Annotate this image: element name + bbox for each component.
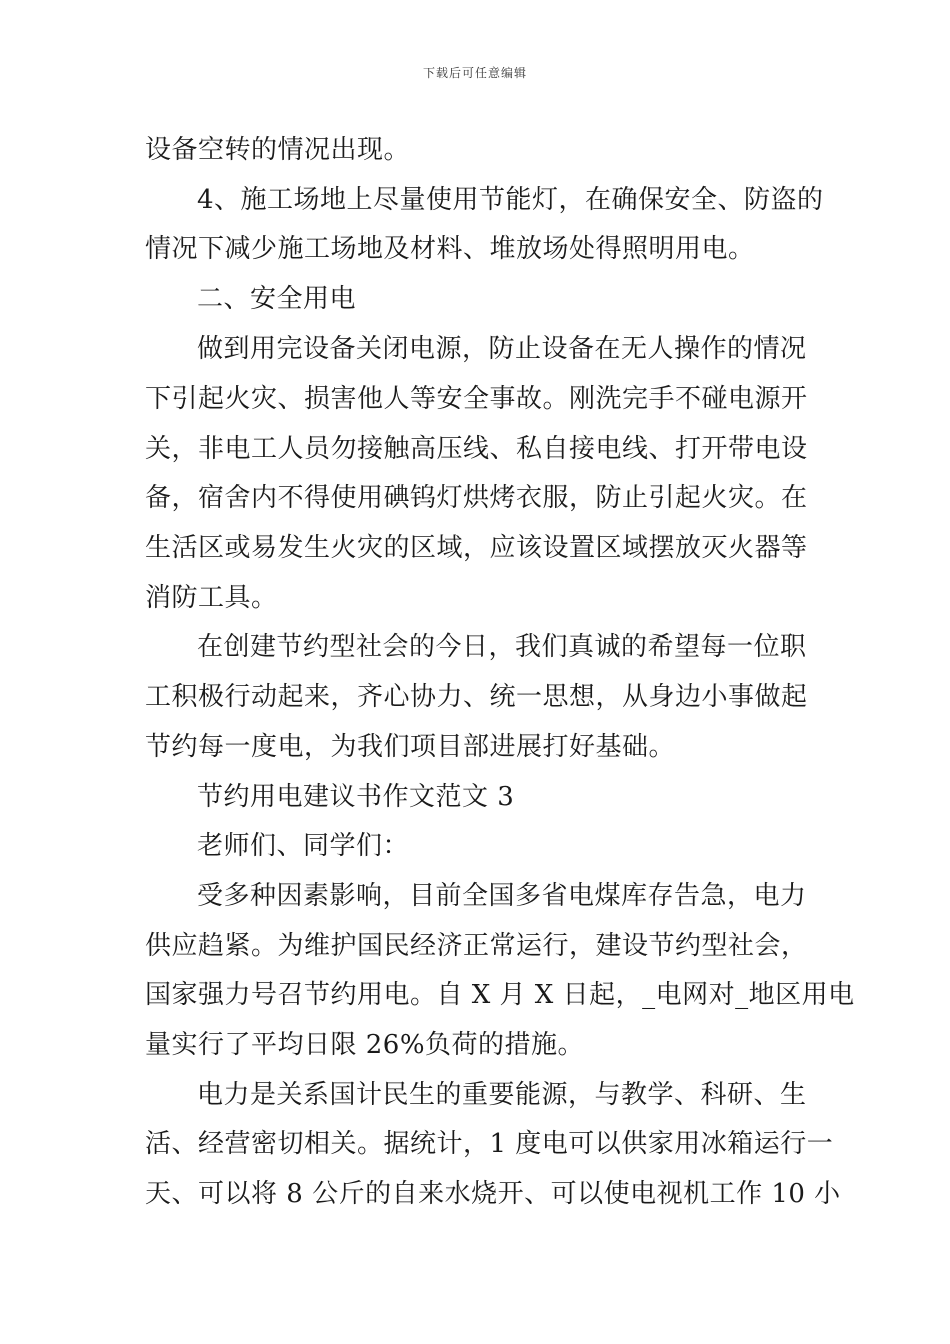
text-line: 消防工具。 (145, 583, 278, 613)
article-title: 节约用电建议书作文范文 3 (197, 782, 515, 812)
text-line: 情况下减少施工场地及材料、堆放场处得照明用电。 (145, 234, 755, 264)
text-line: 工积极行动起来，齐心协力、统一思想，从身边小事做起 (145, 682, 808, 712)
text-line: 生活区或易发生火灾的区域，应该设置区域摆放灭火器等 (145, 533, 808, 563)
text-line: 关，非电工人员勿接触高压线、私自接电线、打开带电设 (145, 434, 808, 464)
text-line: 活、经营密切相关。据统计，1 度电可以供家用冰箱运行一 (145, 1129, 834, 1159)
text-line: 天、可以将 8 公斤的自来水烧开、可以使电视机工作 10 小 (145, 1179, 841, 1209)
text-line: 设备空转的情况出现。 (145, 135, 411, 165)
text-line: 备，宿舍内不得使用碘钨灯烘烤衣服，防止引起火灾。在 (145, 483, 808, 513)
text-line: 在创建节约型社会的今日，我们真诚的希望每一位职 (197, 632, 807, 662)
text-line: 受多种因素影响，目前全国多省电煤库存告急，电力 (197, 881, 807, 911)
text-line: 电力是关系国计民生的重要能源，与教学、科研、生 (197, 1080, 807, 1110)
text-line: 量实行了平均日限 26%负荷的措施。 (145, 1030, 585, 1060)
text-line: 供应趋紧。为维护国民经济正常运行，建设节约型社会， (145, 931, 808, 961)
text-line: 国家强力号召节约用电。自 X 月 X 日起，_电网对_地区用电 (145, 980, 855, 1010)
page-header: 下载后可任意编辑 (422, 66, 527, 80)
text-line: 做到用完设备关闭电源，防止设备在无人操作的情况 (197, 334, 807, 364)
text-line: 下引起火灾、损害他人等安全事故。刚洗完手不碰电源开 (145, 384, 808, 414)
text-line: 4、施工场地上尽量使用节能灯，在确保安全、防盗的 (197, 185, 824, 215)
salutation: 老师们、同学们： (197, 831, 410, 861)
section-heading: 二、安全用电 (197, 284, 357, 314)
text-line: 节约每一度电，为我们项目部进展打好基础。 (145, 732, 676, 762)
